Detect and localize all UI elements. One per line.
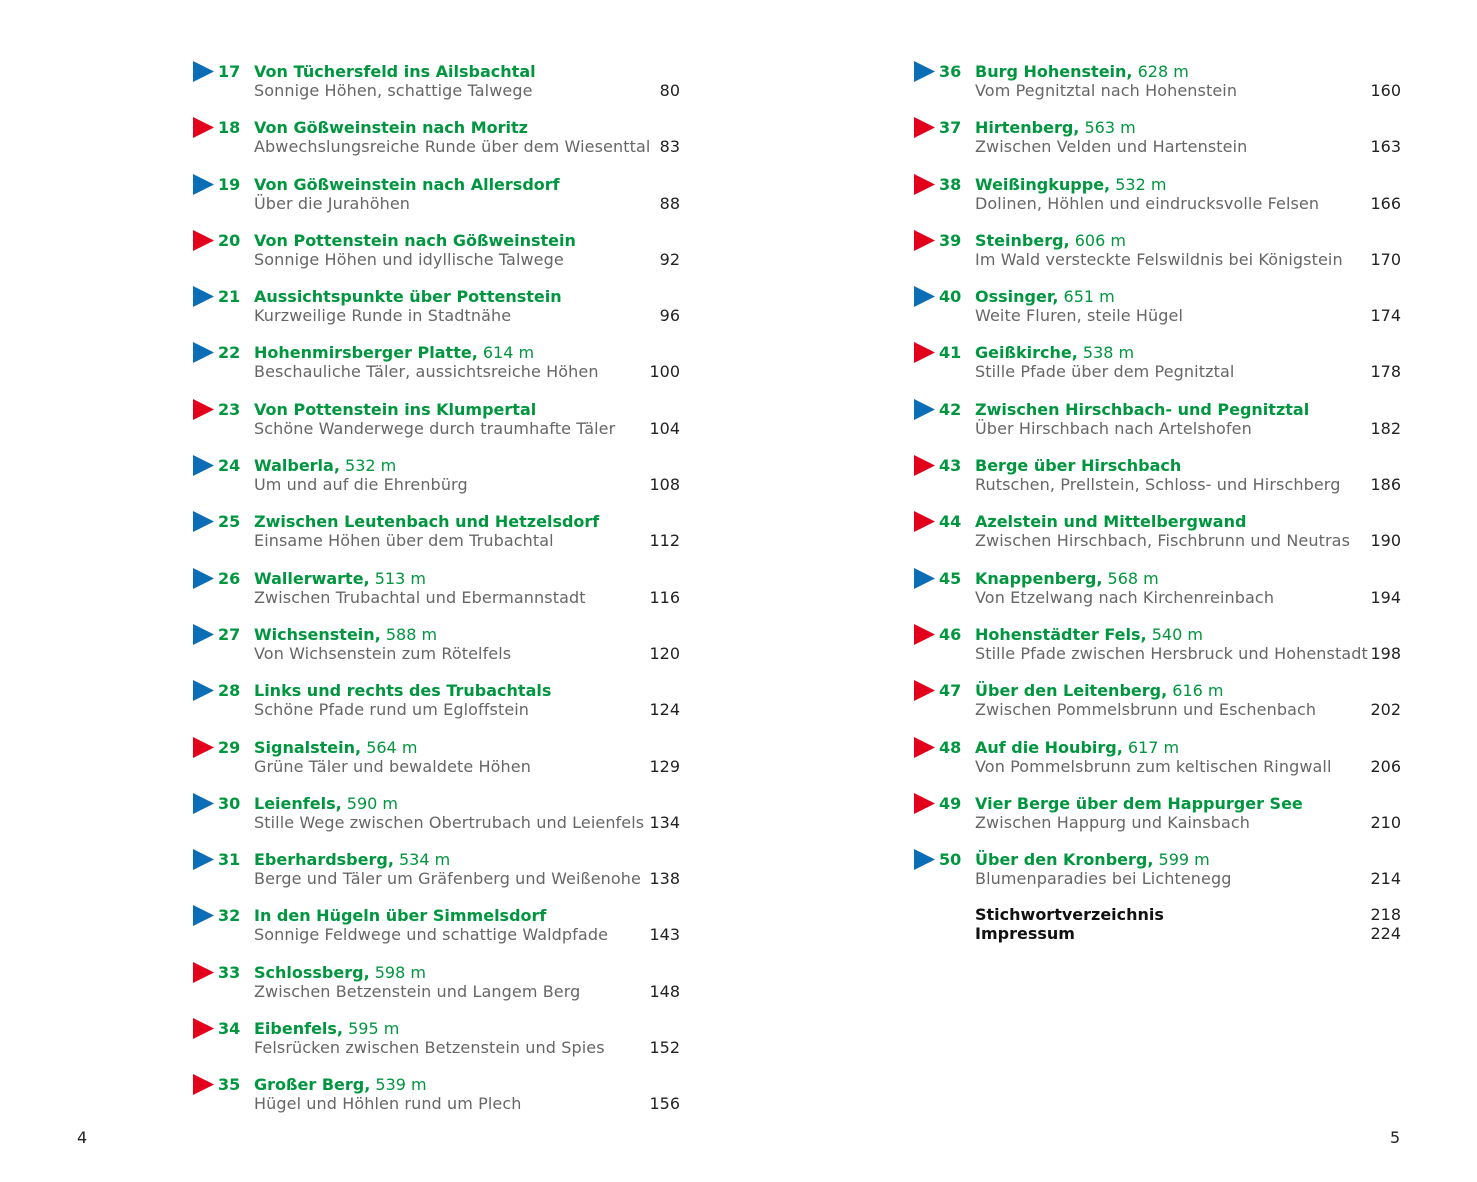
left-page: [0, 0, 738, 1182]
tour-subtitle: Zwischen Betzenstein und Langem Berg: [254, 981, 581, 1001]
red-arrow-marker-icon: [193, 737, 214, 758]
tour-title-main: Von Gößweinstein nach Moritz: [254, 118, 528, 138]
tour-subtitle: Zwischen Pommelsbrunn und Eschenbach: [975, 700, 1317, 720]
tour-title-main: Wallerwarte,: [254, 568, 370, 588]
tour-altitude: 590 m: [341, 793, 398, 813]
tour-subtitle: Schöne Wanderwege durch traumhafte Täler: [254, 418, 616, 438]
tour-number: 28: [218, 681, 241, 701]
tour-page-number: 194: [1370, 587, 1401, 607]
tour-title: [254, 512, 599, 531]
red-arrow-marker-icon: [193, 399, 214, 420]
blue-arrow-marker-icon: [193, 680, 214, 701]
tour-title: [254, 343, 534, 362]
tour-number: 45: [939, 568, 962, 588]
tour-subtitle: Von Pommelsbrunn zum keltischen Ringwall: [975, 756, 1332, 776]
tour-title: [975, 456, 1181, 475]
blue-arrow-marker-icon: [193, 455, 214, 476]
tour-page-number: 174: [1370, 306, 1401, 326]
tour-title: [254, 794, 398, 813]
tour-page-number: 116: [649, 587, 680, 607]
tour-title-main: Über den Leitenberg,: [975, 681, 1168, 701]
red-arrow-marker-icon: [193, 117, 214, 138]
tour-title: [254, 850, 450, 869]
toc-entry[interactable]: [914, 567, 1401, 623]
tour-number: 17: [218, 62, 241, 81]
tour-title-main: Von Gößweinstein nach Allersdorf: [254, 174, 560, 194]
tour-altitude: 614 m: [477, 343, 535, 363]
toc-entry[interactable]: [193, 398, 680, 454]
tour-number: 30: [218, 793, 241, 813]
tour-title: [975, 681, 1223, 700]
right-page: [738, 0, 1477, 1182]
red-arrow-marker-icon: [193, 1018, 214, 1039]
tour-title-main: Berge über Hirschbach: [975, 456, 1182, 476]
tour-title-main: Azelstein und Mittelbergwand: [975, 512, 1247, 532]
tour-subtitle: Felsrücken zwischen Betzenstein und Spies: [254, 1038, 605, 1058]
toc-entry[interactable]: [193, 510, 680, 566]
toc-entry[interactable]: [193, 60, 680, 116]
tour-subtitle: Sonnige Feldwege und schattige Waldpfade: [254, 925, 609, 945]
toc-entry[interactable]: [193, 792, 680, 848]
tour-subtitle: Blumenparadies bei Lichtenegg: [975, 869, 1232, 889]
blue-arrow-marker-icon: [193, 511, 214, 532]
blue-arrow-marker-icon: [193, 61, 214, 82]
tour-subtitle: Zwischen Velden und Hartenstein: [975, 137, 1248, 157]
tour-title-main: In den Hügeln über Simmelsdorf: [254, 906, 547, 926]
tour-title: [975, 118, 1136, 137]
tour-number: 33: [218, 962, 241, 982]
toc-entry[interactable]: [193, 623, 680, 679]
red-arrow-marker-icon: [914, 455, 935, 476]
toc-entry[interactable]: [193, 1073, 680, 1129]
blue-arrow-marker-icon: [193, 849, 214, 870]
tour-subtitle: Über Hirschbach nach Artelshofen: [975, 418, 1252, 438]
tour-title-main: Hirtenberg,: [975, 118, 1080, 138]
tour-title-main: Schlossberg,: [254, 962, 370, 982]
tour-subtitle: Einsame Höhen über dem Trubachtal: [254, 531, 554, 551]
tour-number: 32: [218, 906, 241, 926]
tour-title: [975, 512, 1246, 531]
tour-number: 31: [218, 850, 241, 870]
red-arrow-marker-icon: [914, 117, 935, 138]
tour-subtitle: Vom Pegnitztal nach Hohenstein: [975, 81, 1238, 100]
tour-page-number: 108: [649, 475, 680, 495]
tour-number: 25: [218, 512, 241, 532]
toc-entry[interactable]: [193, 1017, 680, 1073]
red-arrow-marker-icon: [193, 1074, 214, 1095]
tour-title-main: Von Pottenstein nach Gößweinstein: [254, 230, 576, 250]
tour-number: 37: [939, 118, 962, 138]
tour-title-main: Eibenfels,: [254, 1019, 344, 1039]
tour-title-main: Knappenberg,: [975, 568, 1103, 588]
toc-entry[interactable]: [193, 454, 680, 510]
tour-page-number: 214: [1370, 869, 1401, 889]
tour-title: [254, 738, 417, 757]
toc-entry[interactable]: [914, 736, 1401, 792]
toc-entry[interactable]: [914, 173, 1401, 229]
tour-title: [254, 569, 426, 588]
tour-number: 27: [218, 624, 241, 644]
toc-entry[interactable]: [193, 116, 680, 172]
tour-title: [254, 906, 546, 925]
blue-arrow-marker-icon: [193, 568, 214, 589]
tour-page-number: 170: [1370, 249, 1401, 269]
red-arrow-marker-icon: [914, 737, 935, 758]
tour-subtitle: Sonnige Höhen, schattige Talwege: [254, 81, 533, 100]
tour-altitude: 588 m: [380, 624, 438, 644]
tour-page-number: 198: [1370, 643, 1401, 663]
toc-entry[interactable]: [914, 341, 1401, 397]
tour-altitude: 568 m: [1102, 568, 1159, 588]
tour-page-number: 182: [1370, 418, 1401, 438]
tour-subtitle: Über die Jurahöhen: [254, 193, 411, 213]
tour-title-main: Burg Hohenstein,: [975, 62, 1133, 81]
appendix-label: Impressum: [975, 924, 1075, 943]
tour-number: 40: [939, 287, 962, 307]
tour-number: 34: [218, 1019, 241, 1039]
blue-arrow-marker-icon: [193, 624, 214, 645]
tour-page-number: 112: [649, 531, 680, 551]
toc-entry[interactable]: [193, 229, 680, 285]
tour-title: [975, 62, 1189, 81]
tour-title-main: Walberla,: [254, 456, 340, 476]
tour-altitude: 539 m: [370, 1075, 427, 1095]
tour-title-main: Wichsenstein,: [254, 624, 381, 644]
tour-page-number: 143: [649, 925, 680, 945]
tour-title-main: Hohenmirsberger Platte,: [254, 343, 478, 363]
tour-title: [254, 175, 560, 194]
tour-altitude: 651 m: [1058, 287, 1115, 307]
tour-subtitle: Stille Pfade zwischen Hersbruck und Hohenstadt: [975, 643, 1368, 663]
toc-entry[interactable]: [914, 285, 1401, 341]
tour-page-number: 96: [659, 306, 680, 326]
tour-number: 29: [218, 737, 241, 757]
toc-entry[interactable]: [193, 173, 680, 229]
blue-arrow-marker-icon: [193, 342, 214, 363]
tour-number: 22: [218, 343, 241, 363]
tour-number: 42: [939, 399, 962, 419]
tour-title-main: Eberhardsberg,: [254, 850, 394, 870]
tour-number: 44: [939, 512, 962, 532]
tour-page-number: 186: [1370, 475, 1401, 495]
blue-arrow-marker-icon: [914, 399, 935, 420]
tour-page-number: 83: [659, 137, 680, 157]
tour-number: 47: [939, 681, 962, 701]
tour-altitude: 599 m: [1153, 850, 1210, 870]
tour-number: 48: [939, 737, 962, 757]
tour-page-number: 129: [649, 756, 680, 776]
toc-entry[interactable]: [193, 679, 680, 735]
tour-title-main: Auf die Houbirg,: [975, 737, 1123, 757]
tour-title-main: Von Pottenstein ins Klumpertal: [254, 399, 537, 419]
tour-title: [254, 681, 551, 700]
tour-page-number: 160: [1370, 81, 1401, 100]
tour-page-number: 202: [1370, 700, 1401, 720]
tour-number: 26: [218, 568, 241, 588]
tour-title-main: Vier Berge über dem Happurger See: [975, 793, 1303, 813]
tour-subtitle: Zwischen Hirschbach, Fischbrunn und Neutras: [975, 531, 1351, 551]
tour-page-number: 134: [649, 812, 680, 832]
tour-altitude: 595 m: [343, 1019, 400, 1039]
tour-title: [975, 231, 1126, 250]
tour-subtitle: Berge und Täler um Gräfenberg und Weißenohe: [254, 869, 641, 889]
toc-list-left: [193, 60, 680, 1130]
tour-title-main: Steinberg,: [975, 230, 1070, 250]
tour-subtitle: Zwischen Trubachtal und Ebermannstadt: [254, 587, 586, 607]
tour-page-number: 190: [1370, 531, 1401, 551]
tour-page-number: 152: [649, 1038, 680, 1058]
page-folio-right: 5: [1390, 1128, 1401, 1147]
tour-title-main: Links und rechts des Trubachtals: [254, 681, 552, 701]
tour-page-number: 148: [649, 981, 680, 1001]
tour-number: 18: [218, 118, 241, 138]
tour-page-number: 80: [659, 81, 680, 100]
tour-subtitle: Schöne Pfade rund um Egloffstein: [254, 700, 530, 720]
tour-subtitle: Stille Pfade über dem Pegnitztal: [975, 362, 1235, 382]
tour-title: [254, 118, 528, 137]
tour-title-main: Weißingkuppe,: [975, 174, 1111, 194]
appendix-entry[interactable]: [975, 905, 1401, 924]
toc-entry[interactable]: [914, 229, 1401, 285]
red-arrow-marker-icon: [914, 174, 935, 195]
tour-number: 38: [939, 174, 962, 194]
toc-entry[interactable]: [914, 623, 1401, 679]
tour-subtitle: Zwischen Happurg und Kainsbach: [975, 812, 1251, 832]
tour-page-number: 166: [1370, 193, 1401, 213]
toc-entry[interactable]: [193, 285, 680, 341]
tour-subtitle: Rutschen, Prellstein, Schloss- und Hirschberg: [975, 475, 1341, 495]
red-arrow-marker-icon: [193, 230, 214, 251]
blue-arrow-marker-icon: [914, 849, 935, 870]
tour-page-number: 88: [659, 193, 680, 213]
tour-altitude: 628 m: [1132, 62, 1189, 81]
toc-entry[interactable]: [193, 961, 680, 1017]
blue-arrow-marker-icon: [914, 568, 935, 589]
tour-title: [975, 175, 1166, 194]
blue-arrow-marker-icon: [193, 174, 214, 195]
tour-page-number: 163: [1370, 137, 1401, 157]
blue-arrow-marker-icon: [193, 286, 214, 307]
tour-number: 24: [218, 456, 241, 476]
tour-altitude: 532 m: [1110, 174, 1167, 194]
tour-number: 41: [939, 343, 962, 363]
tour-title: [975, 400, 1309, 419]
tour-title-main: Von Tüchersfeld ins Ailsbachtal: [254, 62, 536, 81]
tour-subtitle: Beschauliche Täler, aussichtsreiche Höhen: [254, 362, 599, 382]
tour-title: [975, 850, 1210, 869]
tour-title: [975, 287, 1115, 306]
tour-subtitle: Von Wichsenstein zum Rötelfels: [254, 643, 512, 663]
tour-number: 20: [218, 230, 241, 250]
tour-number: 46: [939, 624, 962, 644]
tour-subtitle: Sonnige Höhen und idyllische Talwege: [254, 249, 564, 269]
tour-subtitle: Von Etzelwang nach Kirchenreinbach: [975, 587, 1275, 607]
toc-entry[interactable]: [914, 792, 1401, 848]
tour-title-main: Zwischen Hirschbach- und Pegnitztal: [975, 399, 1310, 419]
tour-title: [254, 400, 536, 419]
tour-title-main: Signalstein,: [254, 737, 362, 757]
tour-page-number: 120: [649, 643, 680, 663]
tour-subtitle: Um und auf die Ehrenbürg: [254, 475, 468, 495]
toc-entry[interactable]: [193, 567, 680, 623]
blue-arrow-marker-icon: [193, 905, 214, 926]
appendix-list: [975, 905, 1401, 943]
tour-title-main: Hohenstädter Fels,: [975, 624, 1147, 644]
red-arrow-marker-icon: [193, 962, 214, 983]
tour-altitude: 598 m: [369, 962, 426, 982]
toc-entry[interactable]: [193, 904, 680, 960]
tour-altitude: 564 m: [361, 737, 418, 757]
tour-number: 49: [939, 793, 962, 813]
tour-subtitle: Im Wald versteckte Felswildnis bei Königstein: [975, 249, 1343, 269]
toc-entry[interactable]: [914, 510, 1401, 566]
tour-page-number: 178: [1370, 362, 1401, 382]
red-arrow-marker-icon: [914, 793, 935, 814]
blue-arrow-marker-icon: [193, 793, 214, 814]
toc-entry[interactable]: [193, 341, 680, 397]
tour-title: [254, 456, 396, 475]
tour-title: [254, 231, 576, 250]
tour-title-main: Großer Berg,: [254, 1075, 371, 1095]
tour-title: [254, 1075, 427, 1094]
toc-entry[interactable]: [193, 736, 680, 792]
tour-title-main: Zwischen Leutenbach und Hetzelsdorf: [254, 512, 600, 532]
tour-page-number: 138: [649, 869, 680, 889]
tour-title: [254, 625, 437, 644]
red-arrow-marker-icon: [914, 511, 935, 532]
tour-number: 21: [218, 287, 241, 307]
tour-number: 39: [939, 230, 962, 250]
red-arrow-marker-icon: [914, 230, 935, 251]
blue-arrow-marker-icon: [914, 61, 935, 82]
tour-number: 23: [218, 399, 241, 419]
tour-number: 35: [218, 1075, 241, 1095]
tour-altitude: 538 m: [1077, 343, 1135, 363]
tour-altitude: 616 m: [1167, 681, 1224, 701]
tour-title-main: Geißkirche,: [975, 343, 1078, 363]
tour-page-number: 206: [1370, 756, 1401, 776]
tour-title: [975, 794, 1303, 813]
tour-number: 43: [939, 456, 962, 476]
tour-page-number: 100: [649, 362, 680, 382]
tour-subtitle: Grüne Täler und bewaldete Höhen: [254, 756, 531, 776]
tour-altitude: 606 m: [1069, 230, 1126, 250]
tour-altitude: 534 m: [393, 850, 451, 870]
toc-entry[interactable]: [914, 454, 1401, 510]
tour-number: 19: [218, 174, 241, 194]
tour-altitude: 513 m: [369, 568, 426, 588]
tour-page-number: 92: [659, 249, 680, 269]
tour-title: [975, 625, 1203, 644]
tour-title-main: Aussichtspunkte über Pottenstein: [254, 287, 562, 307]
tour-page-number: 210: [1370, 812, 1401, 832]
tour-title: [975, 738, 1179, 757]
toc-entry[interactable]: [914, 116, 1401, 172]
tour-title-main: Über den Kronberg,: [975, 850, 1154, 870]
tour-altitude: 617 m: [1122, 737, 1180, 757]
toc-entry[interactable]: [914, 60, 1401, 116]
blue-arrow-marker-icon: [914, 286, 935, 307]
tour-subtitle: Stille Wege zwischen Obertrubach und Leienfels: [254, 812, 645, 832]
toc-entry[interactable]: [914, 398, 1401, 454]
appendix-page-number: 218: [1370, 905, 1401, 924]
tour-altitude: 532 m: [339, 456, 397, 476]
tour-title: [254, 287, 562, 306]
tour-title-main: Leienfels,: [254, 793, 342, 813]
tour-subtitle: Weite Fluren, steile Hügel: [975, 306, 1184, 326]
tour-subtitle: Abwechslungsreiche Runde über dem Wiesenttal: [254, 137, 651, 157]
tour-title: [254, 1019, 399, 1038]
tour-altitude: 563 m: [1079, 118, 1136, 138]
tour-title: [254, 963, 426, 982]
toc-entry[interactable]: [914, 848, 1401, 904]
toc-list-right: [914, 60, 1401, 904]
appendix-entry[interactable]: [975, 924, 1401, 943]
red-arrow-marker-icon: [914, 624, 935, 645]
appendix-page-number: 224: [1370, 924, 1401, 943]
toc-entry[interactable]: [914, 679, 1401, 735]
tour-subtitle: Hügel und Höhlen rund um Plech: [254, 1094, 522, 1114]
tour-page-number: 156: [649, 1094, 680, 1114]
tour-title-main: Ossinger,: [975, 287, 1059, 307]
tour-title: [254, 62, 536, 81]
tour-number: 36: [939, 62, 962, 81]
page-folio-left: 4: [77, 1128, 88, 1147]
toc-entry[interactable]: [193, 848, 680, 904]
appendix-label: Stichwortverzeichnis: [975, 905, 1164, 924]
tour-subtitle: Kurzweilige Runde in Stadtnähe: [254, 306, 512, 326]
tour-title: [975, 343, 1134, 362]
red-arrow-marker-icon: [914, 680, 935, 701]
tour-page-number: 104: [649, 418, 680, 438]
red-arrow-marker-icon: [914, 342, 935, 363]
tour-title: [975, 569, 1159, 588]
tour-subtitle: Dolinen, Höhlen und eindrucksvolle Felsen: [975, 193, 1320, 213]
tour-page-number: 124: [649, 700, 680, 720]
tour-number: 50: [939, 850, 962, 870]
tour-altitude: 540 m: [1146, 624, 1203, 644]
